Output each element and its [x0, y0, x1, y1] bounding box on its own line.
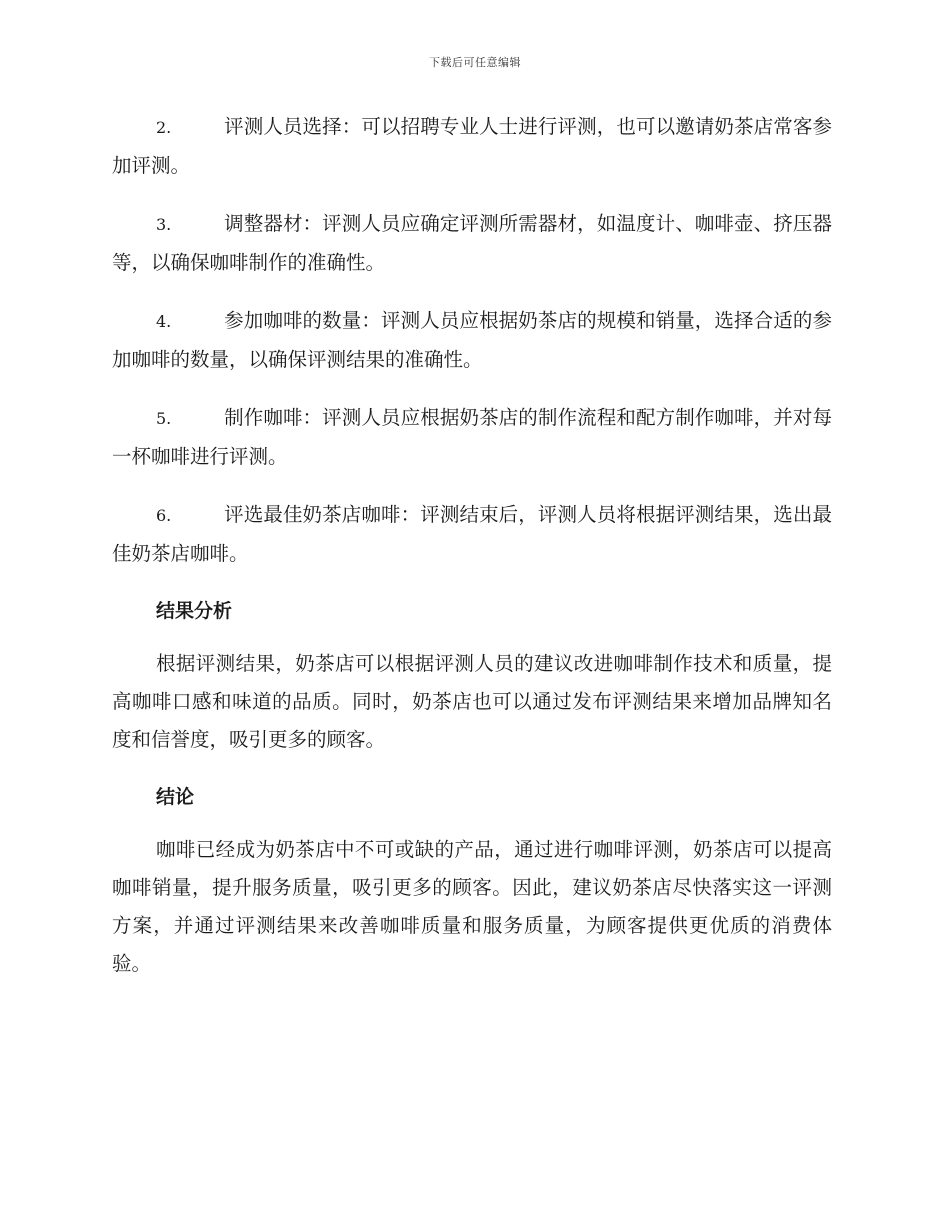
list-text: 评选最佳奶茶店咖啡：评测结束后，评测人员将根据评测结果，选出最佳奶茶店咖啡。 — [112, 503, 832, 565]
list-item-4 — [112, 302, 832, 379]
list-text: 调整器材：评测人员应确定评测所需器材，如温度计、咖啡壶、挤压器等，以确保咖啡制作的准确性。 — [112, 212, 832, 274]
list-number: 5. — [156, 409, 172, 428]
list-item-3 — [112, 205, 832, 282]
document-body — [112, 108, 832, 1003]
list-number: 4. — [156, 312, 172, 331]
section-paragraph-conclusion: 咖啡已经成为奶茶店中不可或缺的产品，通过进行咖啡评测，奶茶店可以提高咖啡销量，提升服务质量，吸引更多的顾客。因此，建议奶茶店尽快落实这一评测方案，并通过评测结果来改善咖啡质量和服务质量，为顾客提供更优质的消费体验。 — [112, 838, 832, 975]
list-text: 制作咖啡：评测人员应根据奶茶店的制作流程和配方制作咖啡，并对每一杯咖啡进行评测。 — [112, 406, 832, 468]
page-header: 下载后可任意编辑 — [429, 56, 521, 69]
list-text: 评测人员选择：可以招聘专业人士进行评测，也可以邀请奶茶店常客参加评测。 — [112, 115, 832, 177]
section-heading-results: 结果分析 — [156, 600, 233, 622]
section-heading-conclusion: 结论 — [156, 786, 195, 808]
list-text: 参加咖啡的数量：评测人员应根据奶茶店的规模和销量，选择合适的参加咖啡的数量，以确保评测结果的准确性。 — [112, 309, 832, 371]
list-number: 6. — [156, 506, 172, 525]
list-number: 3. — [156, 215, 172, 234]
list-item-2 — [112, 108, 832, 185]
list-number: 2. — [156, 118, 172, 137]
list-item-6 — [112, 496, 832, 573]
section-paragraph-results: 根据评测结果，奶茶店可以根据评测人员的建议改进咖啡制作技术和质量，提高咖啡口感和味道的品质。同时，奶茶店也可以通过发布评测结果来增加品牌知名度和信誉度，吸引更多的顾客。 — [112, 652, 832, 751]
list-item-5 — [112, 399, 832, 476]
